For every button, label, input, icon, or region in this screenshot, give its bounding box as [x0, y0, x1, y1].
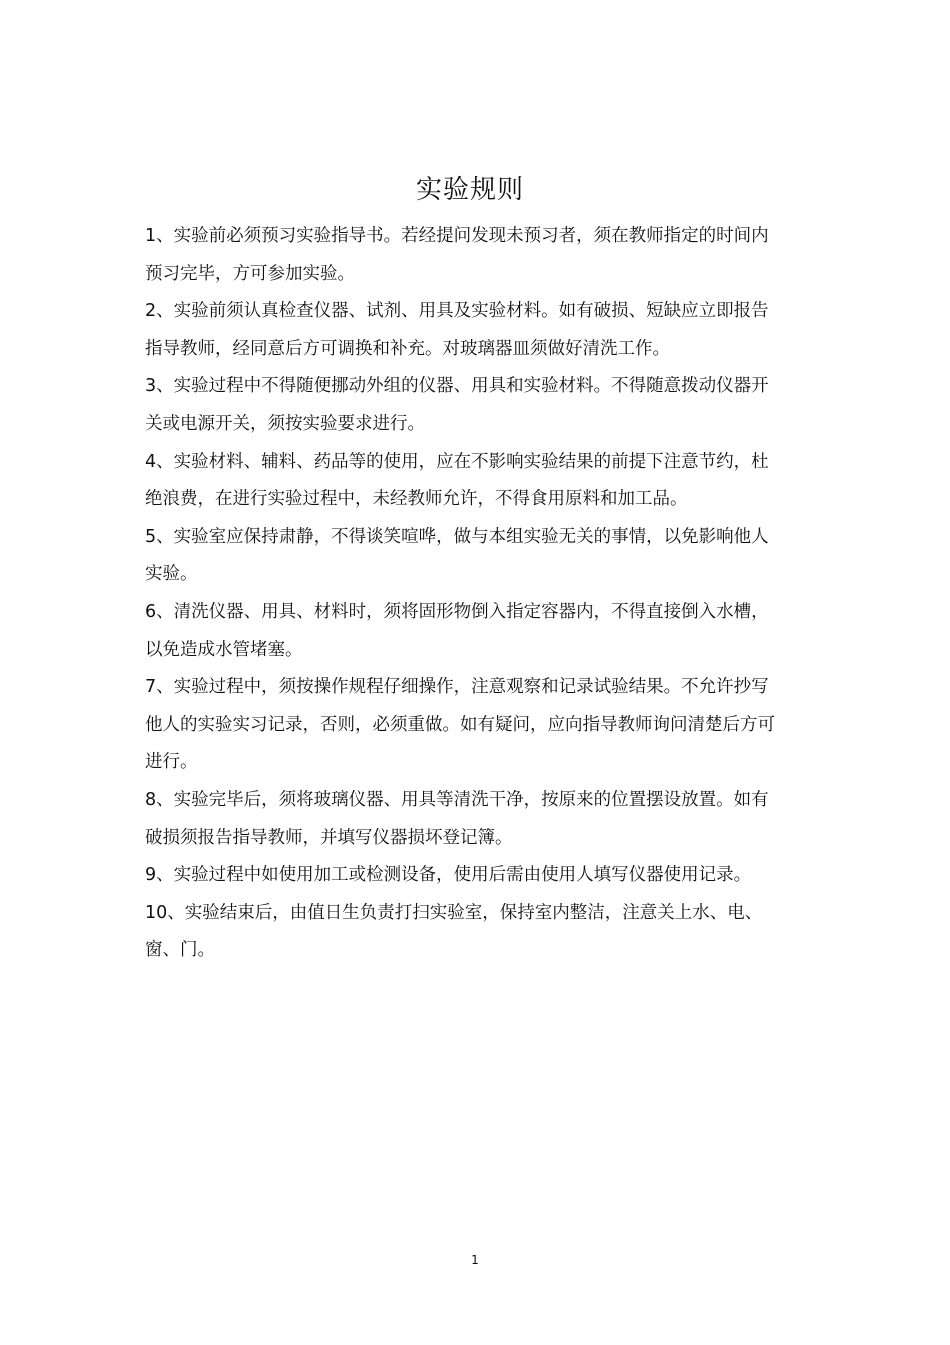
rule-item-10: 10、实验结束后，由值日生负责打扫实验室，保持室内整洁，注意关上水、电、窗、门。	[145, 902, 763, 961]
rule-item-6: 6、清洗仪器、用具、材料时，须将固形物倒入指定容器内，不得直接倒入水槽，以免造成水管堵塞。	[145, 601, 769, 660]
rule-item-8: 8、实验完毕后，须将玻璃仪器、用具等清洗干净，按原来的位置摆设放置。如有破损须报告指导教师，并填写仪器损坏登记簿。	[145, 789, 769, 848]
rule-item-4: 4、实验材料、辅料、药品等的使用，应在不影响实验结果的前提下注意节约，杜绝浪费，在进行实验过程中，未经教师允许，不得食用原料和加工品。	[145, 451, 769, 510]
rule-item-5: 5、实验室应保持肃静，不得谈笑喧哗，做与本组实验无关的事情，以免影响他人实验。	[145, 526, 769, 585]
page-number: 1	[471, 1253, 479, 1267]
document-title: 实验规则	[415, 175, 524, 205]
rule-item-2: 2、实验前须认真检查仪器、试剂、用具及实验材料。如有破损、短缺应立即报告指导教师，经同意后方可调换和补充。对玻璃器皿须做好清洗工作。	[145, 301, 769, 359]
rule-item-7: 7、实验过程中，须按操作规程仔细操作，注意观察和记录试验结果。不允许抄写他人的实验实习记录，否则，必须重做。如有疑问，应向指导教师询问清楚后方可进行。	[145, 677, 775, 773]
rule-item-9: 9、实验过程中如使用加工或检测设备，使用后需由使用人填写仪器使用记录。	[145, 865, 752, 886]
rule-item-1: 1、实验前必须预习实验指导书。若经提问发现未预习者，须在教师指定的时间内预习完毕，方可参加实验。	[145, 226, 769, 284]
rule-item-3: 3、实验过程中不得随便挪动外组的仪器、用具和实验材料。不得随意拨动仪器开关或电源开关，须按实验要求进行。	[145, 376, 769, 434]
rules-list	[145, 218, 775, 970]
